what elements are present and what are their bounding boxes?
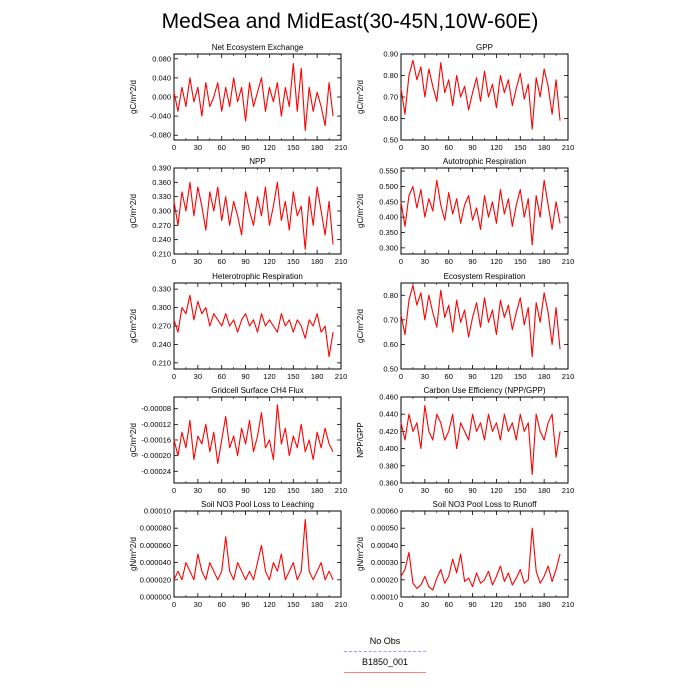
x-tick-label: 60	[444, 600, 453, 609]
x-tick-label: 180	[310, 257, 324, 266]
x-tick-label: 60	[217, 486, 226, 495]
x-tick-label: 120	[490, 600, 503, 609]
x-tick-label: 150	[287, 257, 300, 266]
y-tick-label: 0.50	[383, 135, 398, 145]
x-tick-label: 0	[171, 372, 177, 381]
x-tick-label: 120	[263, 372, 276, 381]
y-tick-label: 0.450	[379, 197, 398, 207]
y-tick-label: 0.300	[152, 303, 171, 313]
y-tick-label: 0.300	[379, 243, 398, 253]
x-tick-label: 0	[171, 257, 177, 266]
plot-frame	[401, 283, 568, 369]
y-tick-label: 0.400	[379, 212, 398, 222]
y-tick-label: 0.300	[152, 206, 171, 216]
y-tick-label: 0.390	[152, 163, 171, 173]
chart-title: GPP	[476, 43, 493, 52]
series-line	[401, 406, 560, 475]
x-tick-label: 150	[514, 486, 527, 495]
x-tick-label: 30	[420, 486, 430, 495]
x-tick-label: 210	[334, 372, 348, 381]
y-tick-label: 0.330	[152, 192, 171, 202]
x-tick-label: 90	[468, 486, 477, 495]
y-tick-label: 0.350	[379, 228, 398, 237]
y-tick-label: 0.240	[152, 339, 171, 349]
y-tick-label: 0.50	[383, 364, 398, 374]
x-tick-label: 150	[287, 486, 300, 495]
chart-title: Carbon Use Efficiency (NPP/GPP)	[423, 386, 546, 395]
x-tick-label: 210	[561, 600, 575, 609]
y-axis-label: gN/m^2/d	[129, 537, 138, 571]
y-tick-label: -0.00024	[141, 466, 171, 476]
y-tick-label: 0.460	[379, 392, 398, 402]
x-tick-label: 210	[561, 486, 575, 495]
x-tick-label: 60	[217, 600, 226, 609]
x-tick-label: 210	[561, 257, 575, 266]
x-tick-label: 90	[241, 372, 250, 381]
y-tick-label: 0.210	[152, 249, 171, 259]
x-tick-label: 210	[334, 600, 348, 609]
x-tick-label: 180	[310, 600, 324, 609]
series-line	[401, 528, 560, 590]
y-tick-label: 0.90	[383, 49, 398, 59]
series-line	[174, 520, 333, 580]
x-tick-label: 90	[241, 257, 250, 266]
x-tick-label: 60	[444, 143, 453, 152]
y-tick-label: 0.270	[152, 321, 171, 331]
y-tick-label: 0.60	[383, 114, 398, 123]
chart-title: Autotrophic Respiration	[442, 157, 527, 166]
x-tick-label: 150	[287, 143, 300, 152]
x-tick-label: 30	[420, 143, 430, 152]
x-tick-label: 90	[468, 372, 477, 381]
x-tick-label: 90	[468, 600, 477, 609]
chart-title: NPP	[249, 157, 266, 166]
y-tick-label: 0.270	[152, 220, 171, 230]
plot-frame	[401, 511, 568, 597]
y-axis-label: gC/m^2/d	[129, 80, 138, 114]
y-tick-label: 0.60	[383, 339, 398, 349]
x-tick-label: 30	[193, 372, 203, 381]
y-tick-label: 0.000060	[139, 540, 171, 550]
y-tick-label: 0.360	[379, 478, 398, 488]
x-tick-label: 150	[287, 600, 300, 609]
x-tick-label: 120	[263, 486, 276, 495]
chart-title: Gridcell Surface CH4 Flux	[211, 386, 304, 395]
y-axis-label: NPP/GPP	[356, 422, 365, 458]
chart-title: Net Ecosystem Exchange	[211, 43, 304, 52]
x-tick-label: 30	[420, 372, 430, 381]
x-tick-label: 120	[263, 600, 276, 609]
x-tick-label: 180	[310, 486, 324, 495]
series-line	[174, 295, 333, 356]
y-tick-label: 0.380	[379, 461, 398, 471]
y-tick-label: 0.210	[152, 358, 171, 368]
legend-label-b1850: B1850_001	[361, 657, 409, 667]
x-tick-label: 60	[217, 372, 226, 381]
x-tick-label: 90	[468, 257, 477, 266]
y-tick-label: 0.000020	[139, 575, 171, 585]
x-tick-label: 180	[310, 143, 324, 152]
y-tick-label: 0.400	[379, 444, 398, 454]
y-tick-label: 0.420	[379, 426, 398, 436]
x-tick-label: 30	[420, 257, 430, 266]
y-tick-label: 0.70	[383, 92, 398, 102]
x-tick-label: 180	[537, 372, 551, 381]
chart-panel	[356, 157, 574, 266]
x-tick-label: 60	[444, 257, 453, 266]
y-tick-label: 0.550	[379, 166, 398, 176]
chart-title: Soil NO3 Pool Loss to Runoff	[432, 500, 537, 509]
x-tick-label: 210	[561, 372, 575, 381]
y-tick-label: 0.360	[152, 177, 171, 187]
plot-frame	[174, 511, 341, 597]
x-tick-label: 30	[420, 600, 430, 609]
y-tick-label: -0.00008	[141, 404, 171, 414]
x-tick-label: 90	[468, 143, 477, 152]
y-tick-label: -0.080	[149, 130, 171, 140]
x-tick-label: 0	[171, 600, 177, 609]
x-tick-label: 90	[241, 600, 250, 609]
x-tick-label: 120	[490, 372, 503, 381]
y-axis-label: gC/m^2/d	[129, 194, 138, 228]
chart-title: Ecosystem Respiration	[443, 272, 526, 281]
y-tick-label: -0.00012	[141, 419, 171, 429]
series-line	[174, 405, 333, 464]
x-tick-label: 210	[334, 143, 348, 152]
y-tick-label: 0.00010	[143, 506, 171, 516]
x-tick-label: 120	[263, 257, 276, 266]
y-tick-label: 0.440	[379, 409, 398, 419]
series-line	[174, 64, 333, 131]
chart-panel	[129, 272, 347, 381]
x-tick-label: 0	[398, 600, 404, 609]
x-tick-label: 150	[514, 143, 527, 152]
chart-panel	[356, 386, 574, 495]
x-tick-label: 60	[217, 143, 226, 152]
series-line	[401, 285, 560, 356]
y-axis-label: gC/m^2/d	[129, 423, 138, 457]
y-tick-label: 0.00020	[370, 575, 398, 585]
x-tick-label: 0	[171, 143, 177, 152]
chart-panel	[356, 43, 574, 152]
y-tick-label: 0.00030	[370, 558, 398, 568]
x-tick-label: 0	[398, 372, 404, 381]
y-tick-label: -0.00016	[141, 435, 171, 445]
x-tick-label: 150	[514, 600, 527, 609]
y-tick-label: 0.80	[383, 290, 398, 300]
plot-frame	[401, 54, 568, 140]
x-tick-label: 210	[334, 486, 348, 495]
legend-line-no-obs	[344, 651, 426, 652]
y-axis-label: gN/m^2/d	[356, 537, 365, 571]
y-tick-label: 0.000000	[139, 592, 171, 602]
x-tick-label: 0	[398, 486, 404, 495]
series-line	[401, 60, 560, 129]
y-axis-label: gC/m^2/d	[129, 309, 138, 343]
legend-label-no-obs: No Obs	[369, 636, 401, 646]
page-title: MedSea and MidEast(30-45N,10W-60E)	[161, 10, 539, 33]
x-tick-label: 30	[193, 486, 203, 495]
y-tick-label: 0.000	[152, 92, 171, 102]
x-tick-label: 60	[444, 372, 453, 381]
chart-panel	[129, 157, 347, 266]
chart-panel	[129, 43, 347, 152]
chart-panel	[356, 272, 574, 381]
x-tick-label: 150	[514, 257, 527, 266]
x-tick-label: 210	[334, 257, 348, 266]
series-line	[401, 180, 560, 245]
y-tick-label: 0.80	[383, 71, 398, 80]
x-tick-label: 180	[537, 600, 551, 609]
x-tick-label: 30	[193, 257, 203, 266]
y-tick-label: -0.00020	[141, 451, 171, 461]
y-tick-label: 0.00010	[370, 592, 398, 602]
x-tick-label: 90	[241, 486, 250, 495]
y-tick-label: 0.000040	[139, 558, 171, 568]
x-tick-label: 30	[193, 600, 203, 609]
y-tick-label: 0.080	[152, 54, 171, 64]
y-tick-label: 0.00050	[370, 523, 398, 533]
x-tick-label: 90	[241, 143, 250, 152]
x-tick-label: 150	[287, 372, 300, 381]
y-axis-label: gC/m^2/d	[356, 80, 365, 114]
y-axis-label: gC/m^2/d	[356, 309, 365, 343]
x-tick-label: 30	[193, 143, 203, 152]
x-tick-label: 120	[490, 486, 503, 495]
x-tick-label: 210	[561, 143, 575, 152]
x-tick-label: 120	[263, 143, 276, 152]
x-tick-label: 180	[537, 257, 551, 266]
x-tick-label: 180	[537, 143, 551, 152]
y-tick-label: -0.040	[149, 111, 171, 121]
x-tick-label: 0	[398, 143, 404, 152]
series-line	[174, 182, 333, 249]
x-tick-label: 150	[514, 372, 527, 381]
chart-panel	[356, 500, 574, 609]
x-tick-label: 180	[537, 486, 551, 495]
y-tick-label: 0.00040	[370, 540, 398, 550]
x-tick-label: 0	[171, 486, 177, 495]
x-tick-label: 0	[398, 257, 404, 266]
y-tick-label: 0.500	[379, 181, 398, 191]
chart-panel	[129, 500, 347, 609]
legend-line-b1850	[344, 672, 426, 673]
x-tick-label: 60	[444, 486, 453, 495]
y-tick-label: 0.040	[152, 73, 171, 83]
chart-title: Soil NO3 Pool Loss to Leaching	[201, 500, 314, 509]
y-tick-label: 0.330	[152, 284, 171, 294]
plot-frame	[174, 283, 341, 369]
plot-frame	[174, 168, 341, 254]
y-tick-label: 0.00060	[370, 506, 398, 516]
y-tick-label: 0.240	[152, 235, 171, 245]
x-tick-label: 120	[490, 143, 503, 152]
x-tick-label: 120	[490, 257, 503, 266]
x-tick-label: 180	[310, 372, 324, 381]
y-tick-label: 0.000080	[139, 523, 171, 533]
chart-title: Heterotrophic Respiration	[212, 272, 303, 281]
x-tick-label: 60	[217, 257, 226, 266]
y-axis-label: gC/m^2/d	[356, 194, 365, 228]
chart-panel	[129, 386, 347, 495]
y-tick-label: 0.70	[383, 315, 398, 325]
